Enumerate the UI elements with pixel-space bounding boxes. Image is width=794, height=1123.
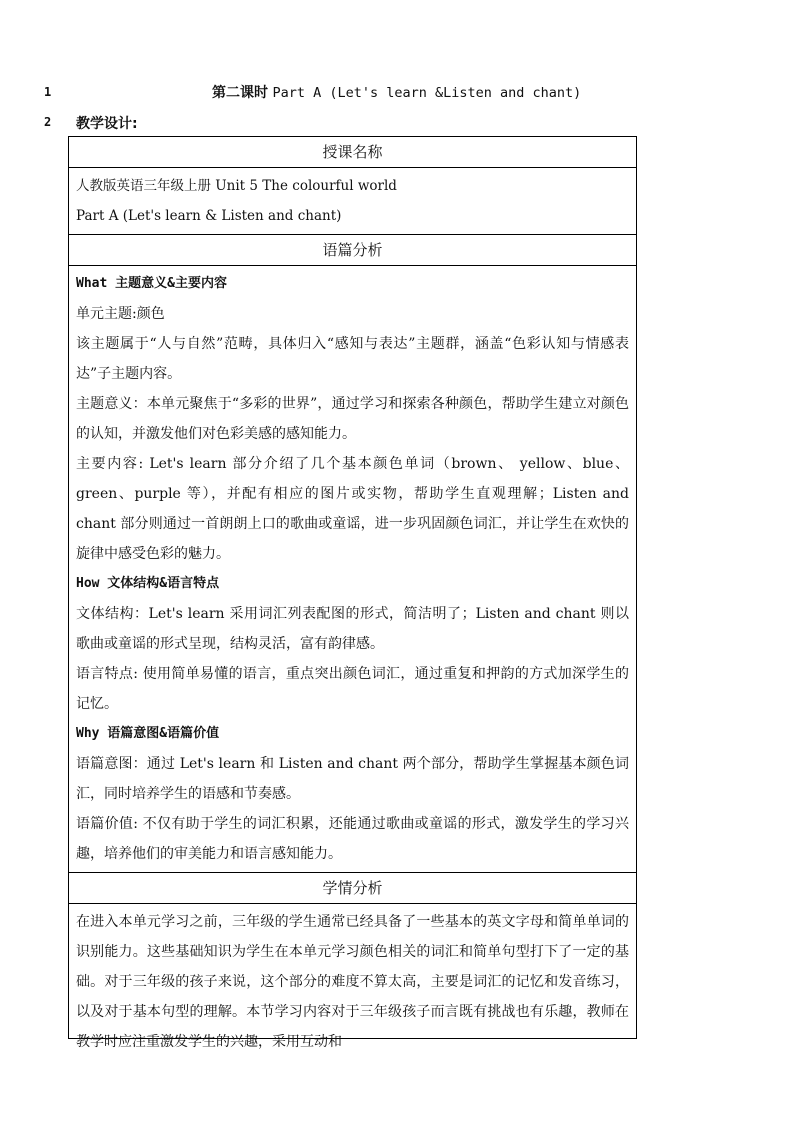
learner-analysis-paragraph: 在进入本单元学习之前，三年级的学生通常已经具备了一些基本的英文字母和简单单词的识别能力。这些基础知识为学生在本单元学习颜色相关的词汇和简单句型打下了一定的基础。对于三年级的孩子来说，这个部分的难度不算太高，主要是词汇的记忆和发音练习，以及对于基本句型的理解。本节学习内容对于三年级孩子而言既有挑战也有乐趣，教师在教学时应注重激发学生的兴趣，采用互动和 [76,914,629,1050]
text-analysis-paragraph: 语篇价值: 不仅有助于学生的词汇积累，还能通过歌曲或童谣的形式，激发学生的学习兴趣，培养他们的审美能力和语言感知能力。 [76,816,629,862]
text-analysis-paragraph: 该主题属于“人与自然”范畴，具体归入“感知与表达”主题群，涵盖“色彩认知与情感表达”子主题内容。 [76,336,629,382]
lesson-title [212,82,581,102]
line-number-2: 2 [44,115,52,129]
text-analysis-paragraph: 单元主题:颜色 [76,306,165,322]
text-analysis-header: 语篇分析 [69,235,636,266]
text-analysis-subheading: What 主题意义&主要内容 [76,276,227,291]
course-name-line: 人教版英语三年级上册 Unit 5 The colourful world [76,178,397,194]
text-analysis-paragraph: 主题意义：本单元聚焦于“多彩的世界”，通过学习和探索各种颜色，帮助学生建立对颜色的认知，并激发他们对色彩美感的感知能力。 [76,396,629,442]
line-number-1: 1 [44,85,52,99]
teaching-design-label: 教学设计: [76,116,138,132]
course-name-header: 授课名称 [69,137,636,168]
text-analysis-subheading: Why 语篇意图&语篇价值 [76,726,220,741]
lesson-title-zh: 第二课时 [212,85,268,101]
text-analysis-paragraph: 语言特点: 使用简单易懂的语言，重点突出颜色词汇，通过重复和押韵的方式加深学生的记忆。 [76,666,629,712]
lesson-title-en: Part A (Let's learn &Listen and chant) [272,85,582,101]
text-analysis-cell [69,266,636,873]
lesson-plan-table [68,136,637,1050]
learner-analysis-cell [69,904,636,1060]
course-name-line: Part A (Let's learn & Listen and chant) [76,208,342,224]
text-analysis-paragraph: 语篇意图：通过 Let's learn 和 Listen and chant 两个部分，帮助学生掌握基本颜色词汇，同时培养学生的语感和节奏感。 [76,756,629,802]
course-name-cell [69,168,636,235]
learner-analysis-header: 学情分析 [69,873,636,904]
text-analysis-paragraph: 文体结构：Let's learn 采用词汇列表配图的形式，简洁明了；Listen and chant 则以歌曲或童谣的形式呈现，结构灵活，富有韵律感。 [76,606,629,652]
text-analysis-paragraph: 主要内容: Let's learn 部分介绍了几个基本颜色单词（brown、 yellow、blue、green、purple 等），并配有相应的图片或实物，帮助学生直观理解；Listen and chant 部分则通过一首朗朗上口的歌曲或童谣，进一步巩固颜色词汇，并让学生在欢快的旋律中感受色彩的魅力。 [76,456,629,562]
text-analysis-subheading: How 文体结构&语言特点 [76,576,220,591]
